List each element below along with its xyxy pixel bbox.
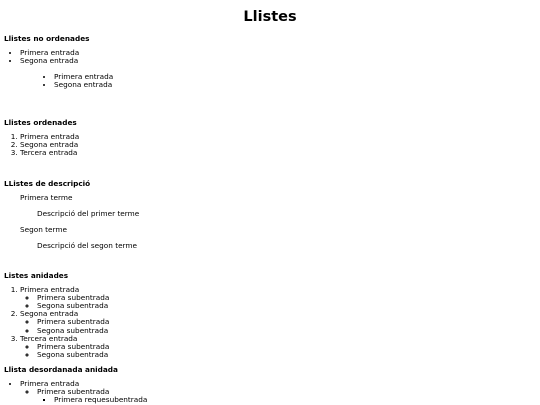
list-item (20, 380, 536, 404)
list-item (20, 310, 536, 334)
list-subsubitem: ▪ Primera requesubentrada (54, 396, 536, 404)
nested-section (4, 272, 536, 359)
description-heading: LListes de descripció (4, 179, 91, 188)
ordered-section (4, 119, 536, 157)
list-item (20, 286, 536, 310)
list-subitem: ◦ Primera subentrada (37, 343, 536, 351)
list-subitem (37, 388, 536, 404)
list-item: • Primera entrada (20, 49, 536, 57)
list-subitem: ◦ Segona subentrada (37, 302, 536, 310)
list-item: 1. Primera entrada (20, 133, 536, 141)
unordered-heading: Llistes no ordenades (4, 34, 90, 43)
description-term: Primera terme (20, 193, 73, 203)
description-list (4, 194, 536, 250)
ordered-list (4, 133, 536, 157)
list-item: • Primera entrada (54, 73, 536, 81)
list-subitem-label: Primera subentrada (37, 387, 110, 397)
description-definition: Descripció del segon terme (37, 241, 138, 251)
ordered-heading: Llistes ordenades (4, 118, 77, 127)
list-subitem: ◦ Segona subentrada (37, 351, 536, 359)
list-item-label: Primera entrada (20, 285, 80, 295)
list-item: 3. Tercera entrada (20, 149, 536, 157)
unordered-nested-section (4, 366, 536, 404)
list-item: • Segona entrada (20, 57, 536, 65)
description-section (4, 180, 536, 258)
list-item (20, 335, 536, 359)
list-subitem: ◦ Primera subentrada (37, 294, 536, 302)
unordered-nested-list (4, 380, 536, 404)
list-item-label: Primera entrada (20, 379, 80, 389)
nested-sublist (20, 343, 536, 359)
nested-ordered-list (4, 286, 536, 359)
nested-sublist (20, 294, 536, 310)
unordered-list (4, 49, 536, 65)
indented-unordered-list (4, 73, 536, 89)
list-item-label: Segona entrada (20, 309, 79, 319)
list-item-label: Tercera entrada (20, 333, 78, 343)
nested-sublist (20, 318, 536, 334)
list-subitem: ◦ Primera subentrada (37, 318, 536, 326)
nested-heading: Listes anidades (4, 271, 69, 280)
nested-sublist (20, 388, 536, 404)
list-subitem: ◦ Segona subentrada (37, 327, 536, 335)
unordered-nested-heading: Llista desordanada anidada (4, 365, 118, 374)
list-item: 2. Segona entrada (20, 141, 536, 149)
page-title: Llistes (243, 9, 297, 25)
description-definition: Descripció del primer terme (37, 209, 140, 219)
description-term: Segon terme (20, 225, 67, 235)
list-item: • Segona entrada (54, 81, 536, 89)
unordered-section (4, 35, 536, 89)
nested-subsublist (37, 396, 536, 404)
